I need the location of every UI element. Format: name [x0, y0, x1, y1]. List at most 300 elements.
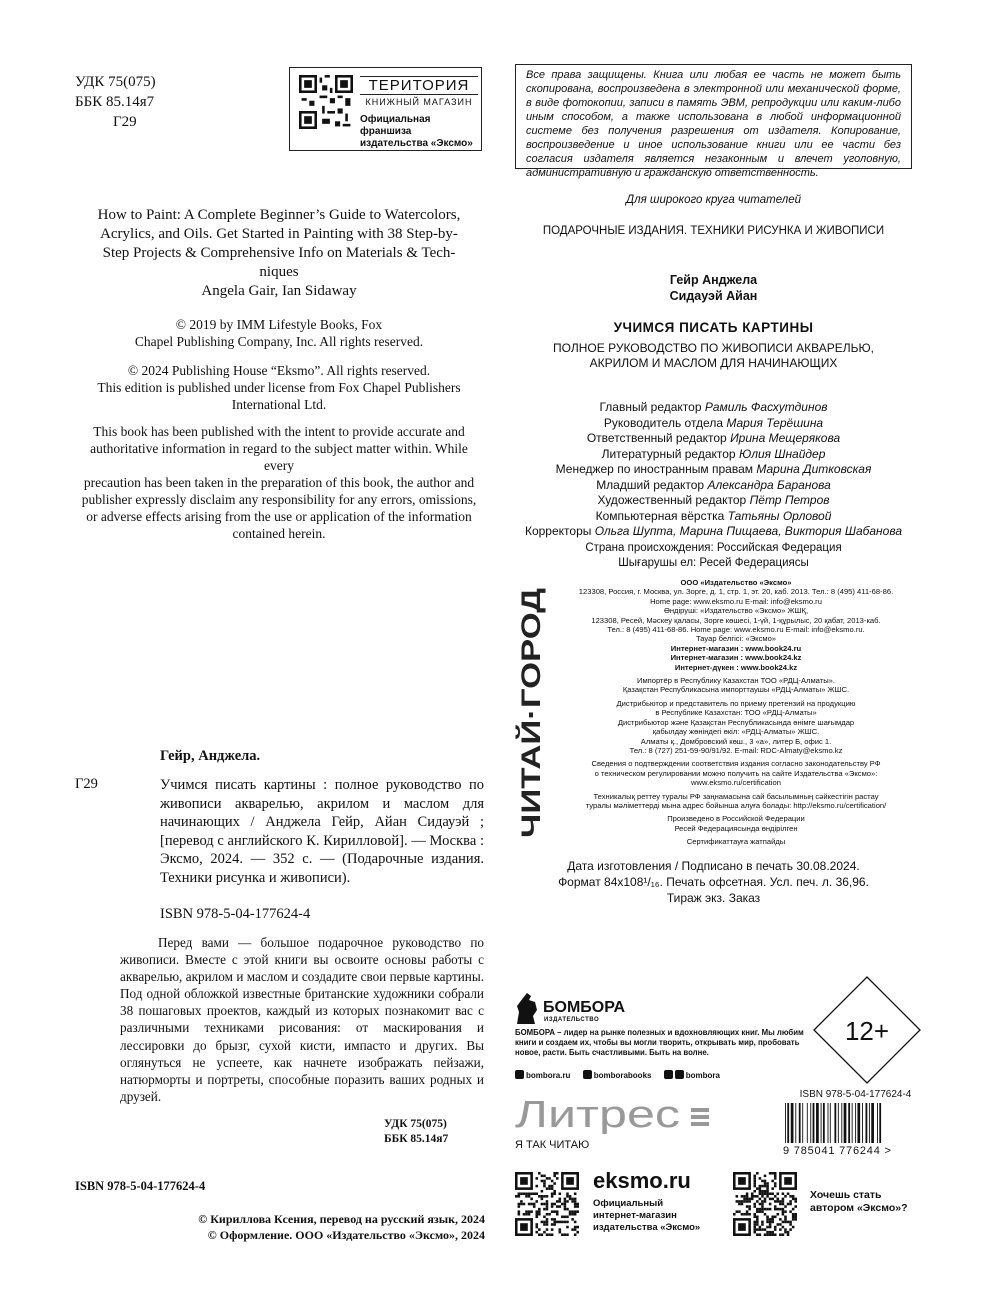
teritoria-ad: [289, 67, 482, 151]
qr-module: [779, 1200, 782, 1203]
qr-module: [743, 1198, 746, 1201]
telegram-icon: [664, 1070, 673, 1079]
credit-line: © Кириллова Ксения, перевод на русский язык, 2024: [198, 1212, 485, 1226]
qr-module: [569, 1213, 572, 1216]
qr-module: [541, 1233, 544, 1236]
qr-module: [535, 1210, 538, 1213]
original-authors: Angela Gair, Ian Sidaway: [201, 283, 357, 299]
qr-module: [523, 1192, 526, 1195]
qr-module: [553, 1175, 556, 1178]
vk-icon: [583, 1070, 592, 1079]
qr-module: [538, 1228, 541, 1231]
qr-module: [546, 1203, 549, 1206]
qr-module: [561, 1216, 564, 1219]
qr-module: [756, 1208, 759, 1211]
qr-module: [761, 1195, 764, 1198]
qr-module: [569, 1210, 572, 1213]
bombora-logo-text: БОМБОРА: [543, 999, 626, 1016]
rights-notice: Все права защищены. Книга или любая ее часть не может быть скопирована, воспроизведена в электронной или механической форме, в виде фотокопии, записи в память ЭВМ, репродукции или каким-либо иным способом, а также использована в любой информационной системе без получения разрешения от издателя. Копирование, воспроизведение и иное использование книги или ее части без согласия издателя является незаконным и влечет уголовную, административную и гражданскую ответственность.: [515, 64, 912, 169]
qr-module: [541, 1195, 544, 1198]
qr-module: [794, 1198, 797, 1201]
staff-name: Юлия Шнайдер: [738, 446, 826, 461]
qr-module: [553, 1223, 556, 1226]
qr-module: [533, 1192, 536, 1195]
qr-module: [789, 1221, 792, 1224]
qr-module: [753, 1205, 756, 1208]
qr-module: [784, 1218, 787, 1221]
staff-role: Художественный редактор: [597, 493, 747, 507]
qr-module: [543, 1180, 546, 1183]
barcode-bar: [787, 1103, 789, 1143]
book-title: УЧИМСЯ ПИСАТЬ КАРТИНЫ: [613, 320, 814, 335]
qr-module: [533, 1205, 536, 1208]
publisher-line: Дистрибьютор және Қазақстан Республикасында өнімге шағымдар: [617, 717, 855, 727]
publisher-line: www.eksmo.ru/certification: [691, 778, 781, 788]
eksmo-desc-line: интернет-магазин: [593, 1210, 677, 1221]
qr-module: [753, 1231, 756, 1234]
qr-module: [520, 1200, 523, 1203]
qr-module: [766, 1187, 769, 1190]
qr-module: [736, 1200, 739, 1203]
barcode-bar: [869, 1103, 870, 1143]
publisher-line: о техническом регулировании можно получить на сайте Издательства «Эксмо»:: [594, 768, 878, 778]
qr-module: [576, 1210, 579, 1213]
qr-module: [525, 1195, 528, 1198]
litres-slogan: Я ТАК ЧИТАЮ: [515, 1139, 590, 1151]
qr-module: [564, 1221, 567, 1224]
qr-module: [520, 1223, 528, 1231]
original-title-line: How to Paint: A Complete Beginner’s Guide to Watercolors,: [97, 207, 461, 223]
barcode-bar: [838, 1103, 839, 1143]
qr-module: [574, 1200, 577, 1203]
subtitle-line: ПОЛНОЕ РУКОВОДСТВО ПО ЖИВОПИСИ АКВАРЕЛЬЮ,: [553, 341, 874, 355]
original-title-line: Step Projects & Comprehensive Info on Materials & Tech-: [102, 245, 456, 261]
qr-module: [523, 1203, 526, 1206]
qr-module: [766, 1221, 769, 1224]
qr-module: [756, 1172, 759, 1175]
qr-module: [551, 1203, 554, 1206]
social-vk[interactable]: [583, 1071, 652, 1080]
qr-module: [779, 1208, 782, 1211]
qr-module: [751, 1192, 754, 1195]
publisher-line: Өндіруші: «Издательство «Эксмо» ЖШҚ,: [663, 606, 809, 616]
qr-module: [738, 1210, 741, 1213]
bbk-code: ББК 85.14я7: [75, 94, 155, 110]
qr-module: [520, 1192, 523, 1195]
qr-module: [792, 1198, 795, 1201]
qr-module: [753, 1223, 756, 1226]
qr-module: [564, 1200, 567, 1203]
qr-module: [576, 1231, 579, 1234]
qr-module: [571, 1198, 574, 1201]
qr-module: [784, 1228, 787, 1231]
qr-module: [551, 1192, 554, 1195]
qr-module: [764, 1190, 767, 1193]
disclaimer-line: or adverse effects arising from the use or application of the information: [86, 509, 472, 524]
qr-module: [753, 1228, 756, 1231]
qr-module: [764, 1192, 767, 1195]
barcode-bar: [862, 1103, 863, 1143]
qr-module: [794, 1205, 797, 1208]
eksmo-site-link[interactable]: eksmo.ru: [593, 1168, 691, 1193]
qr-module: [769, 1233, 772, 1236]
qr-module: [535, 1223, 538, 1226]
staff-name: Пётр Петров: [749, 493, 830, 507]
qr-module: [541, 1198, 544, 1201]
qr-module: [782, 1226, 785, 1229]
qr-module: [753, 1182, 756, 1185]
publisher-info: [560, 578, 912, 847]
social-label: bomborabooks: [593, 1071, 652, 1080]
qr-module: [520, 1177, 528, 1185]
qr-module: [787, 1221, 790, 1224]
qr-module: [782, 1210, 785, 1213]
staff-role: Руководитель отдела: [603, 415, 723, 430]
qr-module: [769, 1198, 772, 1201]
qr-module: [538, 1208, 541, 1211]
qr-module: [771, 1216, 774, 1219]
qr-module: [789, 1228, 792, 1231]
qr-module: [753, 1226, 756, 1229]
qr-module: [764, 1213, 767, 1216]
origin-line: Шығарушы ел: Ресей Федерациясы: [618, 557, 809, 569]
qr-module: [556, 1205, 559, 1208]
qr-module: [518, 1203, 521, 1206]
qr-module: [759, 1198, 762, 1201]
qr-module: [766, 1216, 769, 1219]
qr-module: [574, 1213, 577, 1216]
barcode-bar: [866, 1103, 868, 1143]
staff-list: [515, 400, 912, 540]
qr-module: [551, 1205, 554, 1208]
teritoria-franchise: Официальная франшиза издательства «Эксмо»: [360, 114, 473, 149]
qr-module: [566, 1192, 569, 1195]
qr-module: [528, 1203, 531, 1206]
staff-name: Ольга Шупта, Марина Пищаева, Виктория Шабанова: [594, 524, 903, 538]
qr-module: [574, 1198, 577, 1201]
qr-module: [769, 1208, 772, 1211]
qr-module: [779, 1218, 782, 1221]
publisher-line: Алматы қ., Домбровский көш., 3 «а», литер Б, офис 1.: [640, 736, 832, 746]
qr-module: [771, 1187, 774, 1190]
qr-module: [774, 1226, 777, 1229]
qr-module: [741, 1195, 744, 1198]
barcode-bar: [791, 1103, 794, 1143]
qr-module: [782, 1192, 785, 1195]
copyright-line: This edition is published under license from Fox Chapel Publishers: [97, 380, 461, 395]
qr-module: [764, 1228, 767, 1231]
qr-module: [761, 1200, 764, 1203]
qr-module: [561, 1233, 564, 1236]
staff-row: [515, 416, 912, 432]
qr-module: [546, 1200, 549, 1203]
qr-module: [571, 1200, 574, 1203]
qr-module: [551, 1218, 554, 1221]
qr-module: [789, 1200, 792, 1203]
qr-module: [756, 1233, 759, 1236]
publisher-line: Техникалық реттеу туралы РФ заңнамасына сай басылымның сәйкестігін растау: [593, 791, 879, 801]
udk-codes-top: [75, 72, 156, 132]
card-code: Г29: [75, 776, 98, 792]
qr-module: [546, 1177, 549, 1180]
qr-module: [553, 1182, 556, 1185]
disclaimer-line: publisher expressly disclaim any responsibility for any errors, omissions,: [81, 492, 477, 507]
qr-module: [764, 1180, 767, 1183]
qr-module: [548, 1187, 551, 1190]
qr-module: [738, 1223, 746, 1231]
social-site[interactable]: [515, 1071, 570, 1080]
qr-module: [515, 1195, 518, 1198]
qr-module: [564, 1205, 567, 1208]
qr-module: [571, 1218, 574, 1221]
qr-module: [777, 1198, 780, 1201]
qr-module: [759, 1177, 762, 1180]
qr-module: [741, 1200, 744, 1203]
qr-module: [769, 1218, 772, 1221]
qr-module: [748, 1200, 751, 1203]
qr-module: [766, 1231, 769, 1234]
litres-menu-icon: [691, 1108, 709, 1126]
barcode-bar: [830, 1103, 831, 1143]
qr-module: [741, 1213, 744, 1216]
web-icon: [515, 1070, 524, 1079]
qr-module: [777, 1223, 780, 1226]
barcode-bar: [877, 1103, 878, 1143]
qr-module: [782, 1203, 785, 1206]
qr-module: [525, 1210, 528, 1213]
qr-module: [530, 1203, 533, 1206]
card-description: Перед вами — большое подарочное руководство по живописи. Вместе с этой книги вы освоите основы работы с акварелью, акрилом и маслом и создадите свои первые картины. Под одной обложкой известные британские художники собрали 38 пошаговых проектов, каждый из которых познакомит вас с различными техниками рисования: от маскирования и лессировки до брызг, сухой кисти, импасто и других. Вы оглянуться не успеете, как начнете изображать пейзажи, натюрморты и портреты, способные поразить ваших родных и друзей.: [120, 935, 484, 1104]
barcode-bar: [879, 1103, 881, 1143]
qr-module: [761, 1223, 764, 1226]
qr-module: [764, 1233, 767, 1236]
qr-module: [784, 1195, 787, 1198]
qr-module: [769, 1203, 772, 1206]
udk-code: УДК 75(075): [75, 74, 156, 90]
qr-module: [548, 1233, 551, 1236]
qr-module: [530, 1192, 533, 1195]
qr-module: [748, 1208, 751, 1211]
qr-module: [538, 1172, 541, 1175]
barcode-bar: [799, 1103, 801, 1143]
publisher-line: Тел.: 8 (495) 411-68-86. Home page: www.eksmo.ru E-mail: info@eksmo.ru.: [607, 625, 865, 635]
qr-module: [789, 1195, 792, 1198]
qr-module: [541, 1221, 544, 1224]
qr-module: [777, 1208, 780, 1211]
publisher-line: Сертификаттауға жатпайды: [686, 837, 786, 847]
ok-icon: [675, 1070, 684, 1079]
chitai-gorod-logo: [500, 583, 560, 843]
book-subtitle: [515, 341, 912, 371]
qr-module: [548, 1177, 551, 1180]
qr-module: [792, 1218, 795, 1221]
qr-module: [556, 1213, 559, 1216]
qr-module: [535, 1213, 538, 1216]
qr-module: [761, 1210, 764, 1213]
disclaimer-line: precaution has been taken in the preparation of this book, the author and: [83, 475, 475, 490]
qr-module: [546, 1187, 549, 1190]
staff-name: Ирина Мещерякова: [730, 431, 841, 445]
qr-module: [761, 1221, 764, 1224]
qr-module: [771, 1192, 774, 1195]
qr-module: [546, 1218, 549, 1221]
qr-module: [774, 1233, 777, 1236]
qr-module: [771, 1198, 774, 1201]
barcode-bar: [795, 1103, 796, 1143]
qr-module: [551, 1180, 554, 1183]
qr-module: [535, 1185, 538, 1188]
qr-module: [761, 1208, 764, 1211]
publisher-line: Тел.: 8 (727) 251-59-90/91/92. E-mail: RDC-Almaty@eksmo.kz: [629, 745, 843, 755]
qr-module: [774, 1185, 777, 1188]
qr-module: [748, 1198, 751, 1201]
subtitle-line: АКРИЛОМ И МАСЛОМ ДЛЯ НАЧИНАЮЩИХ: [589, 356, 838, 370]
qr-module: [551, 1187, 554, 1190]
qr-module: [769, 1223, 772, 1226]
qr-module: [736, 1210, 739, 1213]
qr-module: [792, 1213, 795, 1216]
staff-role: Главный редактор: [599, 400, 702, 414]
print-info: [515, 858, 912, 906]
qr-module: [774, 1177, 777, 1180]
qr-module: [518, 1213, 521, 1216]
qr-module: [794, 1200, 797, 1203]
qr-module: [574, 1210, 577, 1213]
qr-module: [548, 1185, 551, 1188]
qr-module: [518, 1210, 521, 1213]
barcode-bar: [828, 1103, 829, 1143]
udk-line: УДК 75(075): [384, 1118, 447, 1130]
qr-module: [779, 1233, 782, 1236]
qr-module: [576, 1205, 579, 1208]
qr-module: [746, 1205, 749, 1208]
qr-module: [564, 1208, 567, 1211]
qr-module: [787, 1231, 790, 1234]
publisher-line: Интернет-магазин : www.book24.ru: [670, 643, 802, 653]
qr-module: [523, 1213, 526, 1216]
callout-line: автором «Эксмо»?: [810, 1202, 908, 1214]
staff-role: Компьютерная вёрстка: [595, 508, 725, 523]
udk-line: ББК 85.14я7: [384, 1132, 449, 1145]
barcode-bar: [807, 1103, 808, 1143]
qr-module: [538, 1233, 541, 1236]
author-qr-icon[interactable]: [733, 1172, 797, 1236]
qr-module: [771, 1180, 774, 1183]
qr-module: [528, 1213, 531, 1216]
bombora-logo: [515, 990, 635, 1026]
isbn-bottom: ISBN 978-5-04-177624-4: [75, 1179, 206, 1193]
qr-module: [566, 1216, 569, 1219]
qr-module: [753, 1175, 756, 1178]
qr-module: [546, 1228, 549, 1231]
social-label: bombora.ru: [526, 1071, 571, 1080]
qr-module: [551, 1210, 554, 1213]
qr-code-icon: [299, 75, 353, 129]
staff-row: [515, 400, 912, 416]
qr-module: [564, 1198, 567, 1201]
publisher-line: 123308, Ресей, Мәскеу қаласы, Зорге көшесі, 1-үй, 1-құрылыс, 20 қабат, 2013-каб.: [591, 615, 881, 625]
staff-name: Рамиль Фасхутдинов: [704, 400, 828, 414]
qr-module: [551, 1223, 554, 1226]
qr-module: [756, 1223, 759, 1226]
chitai-gorod-text: ЧИТАЙ·ГОРОД: [516, 643, 546, 838]
publisher-line: ООО «Издательство «Эксмо»: [680, 578, 792, 587]
qr-module: [574, 1221, 577, 1224]
qr-module: [556, 1172, 559, 1175]
card-body: Учимся писать картины : полное руководство по живописи акварелью, акрилом и маслом для начинающих / Анджела Гейр, Айан Сидауэй ; [перевод с английского К. Кирилловой]. — Москва : Эксмо, 2024. — 352 с. — (Подарочные издания. Техники рисунка и живописи).: [160, 777, 484, 886]
qr-module: [566, 1208, 569, 1211]
author-name: Сидауэй Айан: [669, 289, 758, 303]
qr-module: [753, 1177, 756, 1180]
bombora-logo-sub: ИЗДАТЕЛЬСТВО: [544, 1017, 600, 1023]
qr-module: [559, 1231, 562, 1234]
callout-line: Хочешь стать: [810, 1189, 882, 1201]
qr-module: [764, 1175, 767, 1178]
qr-module: [771, 1218, 774, 1221]
staff-role: Младший редактор: [596, 477, 705, 492]
qr-module: [787, 1192, 790, 1195]
credit-line: © Оформление. ООО «Издательство «Эксмо», 2024: [207, 1227, 485, 1242]
qr-module: [548, 1213, 551, 1216]
qr-module: [556, 1210, 559, 1213]
qr-module: [771, 1172, 774, 1175]
qr-module: [782, 1221, 785, 1224]
qr-module: [779, 1203, 782, 1206]
qr-module: [543, 1195, 546, 1198]
staff-role: Менеджер по иностранным правам: [555, 462, 754, 476]
qr-module: [530, 1210, 533, 1213]
qr-module: [571, 1210, 574, 1213]
qr-module: [769, 1226, 772, 1229]
qr-module: [777, 1213, 780, 1216]
qr-module: [774, 1216, 777, 1219]
card-udk: [384, 1117, 484, 1146]
original-title-line: Acrylics, and Oils. Get Started in Painting with 38 Step-by-: [100, 226, 458, 242]
qr-module: [771, 1221, 774, 1224]
qr-module: [756, 1216, 759, 1219]
qr-module: [525, 1213, 528, 1216]
qr-module: [556, 1200, 559, 1203]
staff-row: [515, 478, 912, 494]
barcode-isbn: ISBN 978-5-04-177624-4: [799, 1089, 912, 1100]
qr-module: [761, 1192, 764, 1195]
bombora-social: [515, 1070, 775, 1080]
qr-module: [738, 1200, 741, 1203]
qr-module: [574, 1203, 577, 1206]
staff-role: Корректоры: [524, 524, 592, 538]
qr-module: [756, 1195, 759, 1198]
qr-module: [535, 1231, 538, 1234]
qr-module: [559, 1221, 562, 1224]
original-title: [75, 206, 483, 301]
qr-module: [792, 1216, 795, 1219]
barcode-bar: [785, 1103, 786, 1143]
qr-module: [561, 1203, 564, 1206]
social-tg[interactable]: [664, 1071, 720, 1080]
eksmo-qr-icon[interactable]: [515, 1172, 579, 1236]
eksmo-desc-line: издательства «Эксмо»: [593, 1222, 701, 1233]
qr-module: [748, 1213, 751, 1216]
publisher-line: туралы мәліметтерді мына адрес бойынша алуға болады: http://eksmo.ru/certification/: [585, 800, 887, 810]
qr-module: [574, 1205, 577, 1208]
age-rating-badge: [812, 975, 922, 1085]
qr-module: [551, 1185, 554, 1188]
copyright-line: Chapel Publishing Company, Inc. All rights reserved.: [134, 334, 424, 349]
barcode-bar: [816, 1103, 819, 1143]
qr-module: [535, 1177, 538, 1180]
qr-module: [756, 1218, 759, 1221]
qr-module: [541, 1180, 544, 1183]
